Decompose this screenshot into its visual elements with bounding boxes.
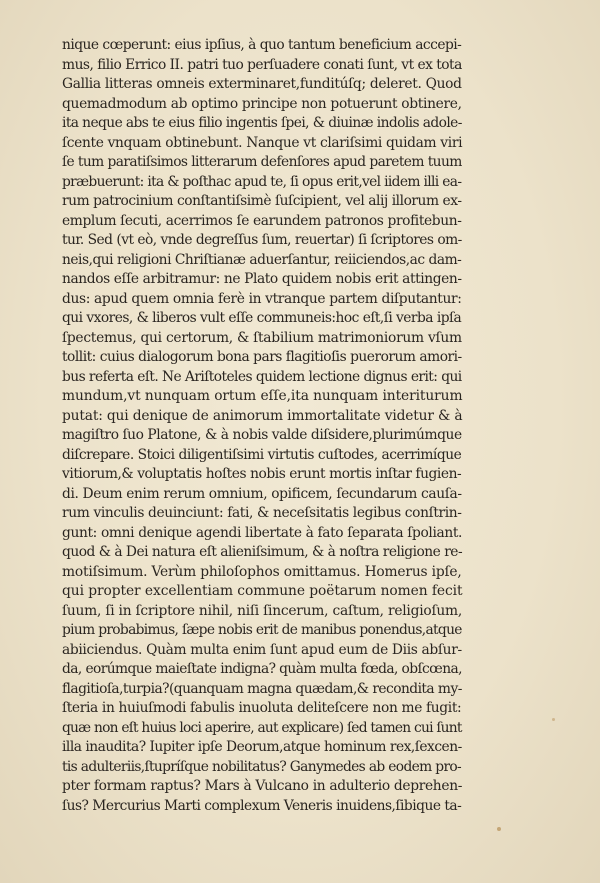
text-line: dus: apud quem omnia ferè in vtranque partem diſputantur:	[62, 290, 462, 307]
paper-spot	[552, 718, 555, 721]
text-line: pter formam raptus? Mars à Vulcano in adulterio deprehen-	[62, 778, 463, 794]
text-line: qui propter excellentiam commune poëtarum nomen fecit	[62, 583, 463, 599]
text-line: ſteria in huiuſmodi fabulis inuoluta deliteſcere non me fugit:	[62, 700, 462, 716]
text-line: rum patrocinium conſtantiſsimè ſuſcipient, vel alij illorum ex-	[62, 193, 462, 209]
text-line: nandos eſſe arbitramur: ne Plato quidem nobis erit attingen-	[62, 271, 462, 287]
text-line: quod & à Dei natura eſt alieniſsimum, & à noſtra religione re-	[62, 544, 463, 560]
text-line: diſcrepare. Stoici diligentiſsimi virtutis cuſtodes, acerrimíque	[62, 446, 462, 463]
text-line: quemadmodum ab optimo principe non potuerunt obtinere,	[62, 95, 462, 112]
text-line: putat: qui denique de animorum immortalitate videtur & à	[62, 407, 463, 424]
text-line: tollit: cuius dialogorum bona pars flagitioſis puerorum amori-	[62, 349, 462, 365]
text-line: tis adulteriis,ſtupríſque nobilitatus? Ganymedes ab eodem pro-	[62, 758, 462, 775]
text-line: quæ non eſt huius loci aperire, aut explicare) ſed tamen cui ſunt	[62, 719, 462, 736]
text-line: magiſtro ſuo Platone, & à nobis valde diſsidere,plurimúmque	[62, 427, 462, 443]
text-line: ſus? Mercurius Marti complexum Veneris inuidens,ſibique ta-	[62, 797, 462, 814]
text-line: qui vxores, & liberos vult eſſe communeis:hoc eſt,ſi verba ipſa	[62, 310, 462, 326]
text-line: vitiorum,& voluptatis hoſtes nobis erunt mortis inſtar fugien-	[62, 466, 462, 482]
latin-text-block	[62, 36, 462, 816]
text-line: da, eorúmque maieſtate indigna? quàm multa fœda, obſcœna,	[62, 661, 462, 677]
text-line: præbuerunt: ita & poſthac apud te, ſi opus erit,vel iidem illi ea-	[62, 173, 462, 190]
text-line: ita neque abs te eius filio ingentis ſpei, & diuinæ indolis adole-	[62, 115, 462, 131]
text-line: neis,qui religioni Chriſtianæ aduerſantur, reiiciendos,ac dam-	[62, 251, 462, 268]
text-line: bus referta eſt. Ne Ariſtoteles quidem lectione dignus erit: qui	[62, 368, 462, 385]
text-line: di. Deum enim rerum omnium, opificem, ſecundarum cauſa-	[62, 485, 462, 502]
paper-spot	[497, 827, 501, 831]
text-line: mus, filio Errico II. patri tuo perſuadere conati ſunt, vt ex tota	[62, 56, 462, 73]
text-line: flagitioſa,turpia?(quanquam magna quædam,& recondita my-	[62, 680, 462, 697]
text-line: ſuum, ſi in ſcriptore nihil, niſi ſincerum, caſtum, religioſum,	[62, 602, 463, 619]
text-line: ſe tum paratiſsimos litterarum defenſores apud paretem tuum	[62, 154, 462, 170]
text-line: mundum,vt nunquam ortum eſſe,ita nunquam interiturum	[62, 388, 463, 404]
text-line: nique cœperunt: eius ipſius, à quo tantum beneficium accepi-	[62, 37, 462, 53]
text-line: pium probabimus, ſæpe nobis erit de manibus ponendus,atque	[62, 622, 462, 638]
text-line: abiiciendus. Quàm multa enim ſunt apud eum de Diis abſur-	[62, 641, 462, 658]
text-line: ſcente vnquam obtinebunt. Nanque vt clariſsimi quidam viri	[62, 134, 463, 151]
text-line: motiſsimum. Verùm philoſophos omittamus. Homerus ipſe,	[62, 563, 462, 580]
text-line: rum vinculis deuinciunt: fati, & neceſsitatis legibus conſtrin-	[62, 505, 462, 521]
text-line: ſpectemus, qui certorum, & ſtabilium matrimoniorum vſum	[62, 329, 462, 346]
text-line: emplum ſecuti, acerrimos ſe earundem patronos profitebun-	[62, 212, 462, 229]
text-line: gunt: omni denique agendi libertate à fato ſeparata ſpoliant.	[62, 524, 463, 541]
text-line: tur. Sed (vt eò, vnde degreſſus ſum, reuertar) ſi ſcriptores om-	[62, 232, 462, 248]
text-line: Gallia litteras omneis exterminaret,funditúſq; deleret. Quod	[62, 76, 462, 92]
text-line: illa inaudita? Iupiter ipſe Deorum,atque hominum rex,ſexcen-	[62, 739, 462, 755]
